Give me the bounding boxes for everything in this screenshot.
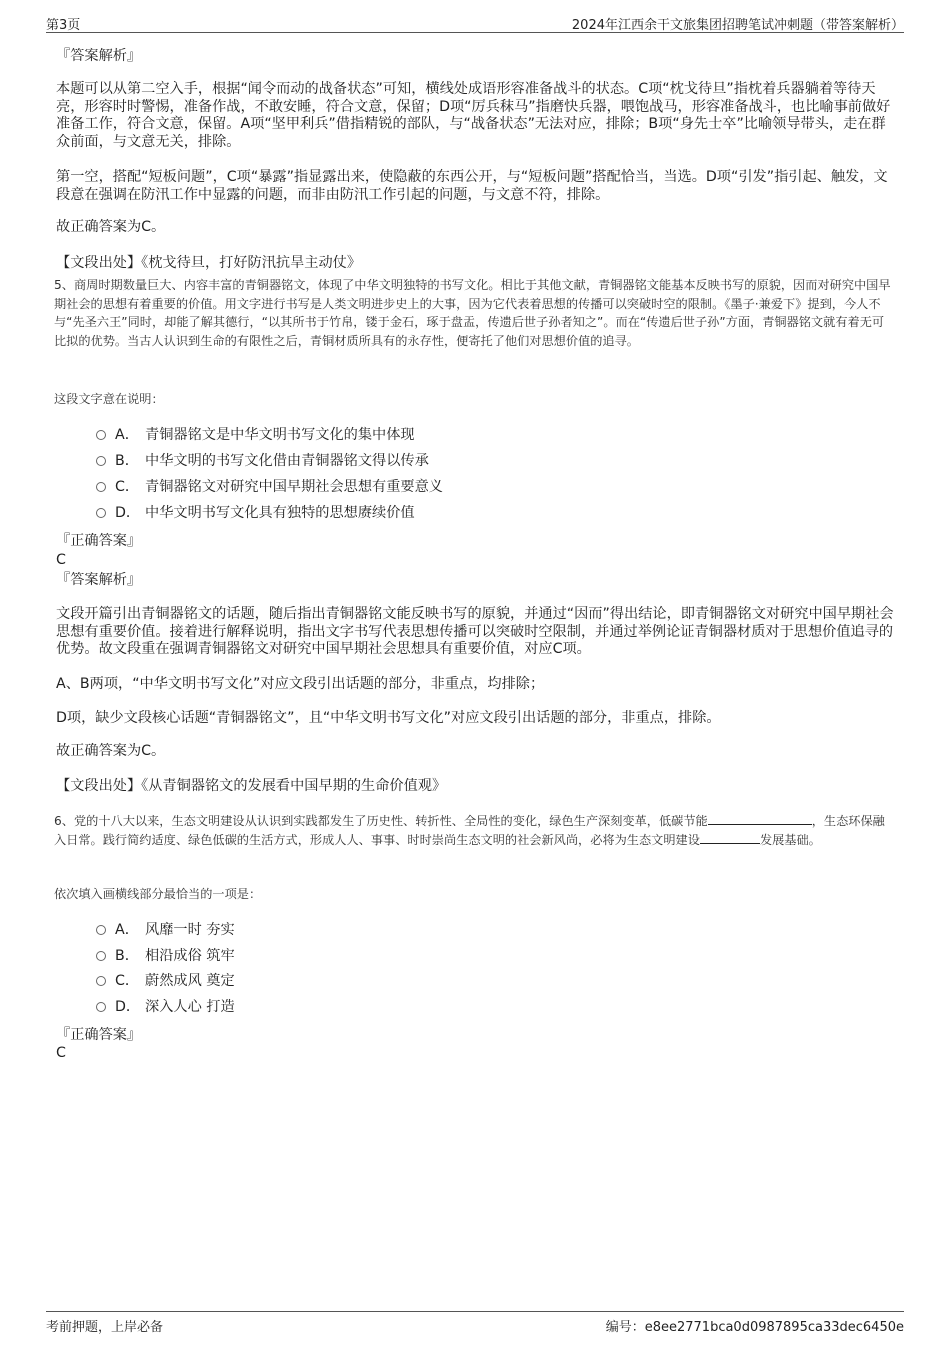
q4-analysis-paragraph-1: 本题可以从第二空入手，根据“闻令而动的战备状态”可知，横线处成语形容准备战斗的状态。C项“枕戈待旦”指枕着兵器躺着等待天亮，形容时时警惕，准备作战，不敢安睡，符合文意，保留；D项“厉兵秣马”指磨快兵器，喂饱战马，形容准备战斗，也比喻事前做好准备工作，符合文意，保留。A项“坚甲利兵”借指精锐的部队，与“战备状态”无法对应，排除；B项“身先士卒”比喻领导带头，走在群众前面，与文意无关，排除。 (56, 81, 891, 150)
q5-option-b[interactable] (96, 452, 429, 470)
q6-stem-part-2: ，生态环保融入日常。践行简约适度、绿色低碳的生活方式，形成人人、事事、时时崇尚生态文明的社会新风尚，必将为生态文明建设 (54, 814, 885, 847)
option-letter: B． (115, 948, 139, 964)
q6-option-d[interactable] (96, 998, 235, 1016)
q4-source: 【文段出处】《枕戈待旦，打好防汛抗旱主动仗》 (56, 255, 362, 271)
page-footer (46, 1311, 904, 1334)
q4-analysis-paragraph-2: 第一空，搭配“短板问题”，C项“暴露”指显露出来，使隐蔽的东西公开，与“短板问题”搭配恰当，当选。D项“引发”指引起、触发，文段意在强调在防汛工作中显露的问题，而非由防汛工作引起的问题，与文意不符，排除。 (56, 169, 888, 203)
footer-slogan: 考前押题，上岸必备 (46, 1320, 164, 1335)
blank-2 (700, 831, 760, 844)
q6-question: 依次填入画横线部分最恰当的一项是： (54, 887, 262, 901)
radio-icon[interactable] (96, 508, 106, 518)
radio-icon[interactable] (96, 951, 106, 961)
option-letter: B． (115, 453, 139, 469)
option-text: 深入人心 打造 (145, 999, 235, 1015)
q5-option-a[interactable] (96, 426, 415, 444)
option-text: 风靡一时 夯实 (145, 922, 235, 938)
q5-stem: 5、商周时期数量巨大、内容丰富的青铜器铭文，体现了中华文明独特的书写文化。相比于其他文献，青铜器铭文能基本反映书写的原貌，因而对研究中国早期社会的思想有着重要的价值。用文字进行书写是人类文明进步史上的大事，因为它代表着思想的传播可以突破时空的限制。《墨子·兼爱下》提到，今人不与“先圣六王”同时，却能了解其德行，“以其所书于竹帛，镂于金石，琢于盘盂，传遗后世子孙者知之”。而在“传遗后世子孙”方面，青铜器铭文就有着无可比拟的优势。当古人认识到生命的有限性之后，青铜材质所具有的永存性，便寄托了他们对思想价值的追寻。 (54, 278, 891, 348)
q6-option-a[interactable] (96, 921, 235, 939)
q6-option-b[interactable] (96, 947, 235, 965)
option-letter: C． (115, 479, 140, 495)
option-text: 中华文明书写文化具有独特的思想赓续价值 (145, 505, 415, 521)
q5-analysis-label: 『答案解析』 (56, 572, 142, 588)
radio-icon[interactable] (96, 430, 106, 440)
q5-question: 这段文字意在说明： (54, 392, 164, 406)
option-text: 中华文明的书写文化借由青铜器铭文得以传承 (145, 453, 429, 469)
q5-option-c[interactable] (96, 478, 443, 496)
radio-icon[interactable] (96, 1002, 106, 1012)
option-text: 蔚然成风 奠定 (145, 973, 235, 989)
q6-stem-part-1: 6、党的十八大以来，生态文明建设从认识到实践都发生了历史性、转折性、全局性的变化，绿色生产深刻变革，低碳节能 (54, 814, 708, 828)
q5-source: 【文段出处】《从青铜器铭文的发展看中国早期的生命价值观》 (56, 778, 447, 794)
q5-answer-label: 『正确答案』 (56, 533, 142, 549)
option-letter: D． (115, 505, 141, 521)
radio-icon[interactable] (96, 925, 106, 935)
option-text: 青铜器铭文是中华文明书写文化的集中体现 (145, 427, 415, 443)
document-title: 2024年江西余干文旅集团招聘笔试冲刺题（带答案解析） (571, 18, 904, 33)
option-letter: D． (115, 999, 141, 1015)
q6-stem (54, 812, 896, 849)
q5-analysis-paragraph-2: A、B两项，“中华文明书写文化”对应文段引出话题的部分，非重点，均排除； (56, 676, 545, 692)
option-letter: C． (115, 973, 140, 989)
blank-1 (708, 812, 812, 825)
option-letter: A． (115, 922, 139, 938)
page-number: 第3页 (46, 18, 81, 33)
q5-option-d[interactable] (96, 504, 415, 522)
q5-answer: C (56, 552, 66, 568)
radio-icon[interactable] (96, 482, 106, 492)
q5-analysis-paragraph-3: D项，缺少文段核心话题“青铜器铭文”，且“中华文明书写文化”对应文段引出话题的部分，非重点，排除。 (56, 710, 721, 726)
q6-stem-part-3: 发展基础。 (759, 832, 821, 847)
radio-icon[interactable] (96, 976, 106, 986)
q6-answer: C (56, 1045, 66, 1061)
page-header (46, 12, 904, 33)
document-code: 编号：e8ee2771bca0d0987895ca33dec6450e (605, 1320, 904, 1335)
option-letter: A． (115, 427, 139, 443)
q6-option-c[interactable] (96, 972, 235, 990)
q5-conclusion: 故正确答案为C。 (56, 743, 166, 759)
option-text: 青铜器铭文对研究中国早期社会思想有重要意义 (145, 479, 443, 495)
radio-icon[interactable] (96, 456, 106, 466)
q4-analysis-label: 『答案解析』 (56, 48, 142, 64)
q5-analysis-paragraph-1: 文段开篇引出青铜器铭文的话题，随后指出青铜器铭文能反映书写的原貌，并通过“因而”得出结论，即青铜器铭文对研究中国早期社会思想有重要价值。接着进行解释说明，指出文字书写代表思想传播可以突破时空限制，并通过举例论证青铜器材质对于思想价值追寻的优势。故文段重在强调青铜器铭文对研究中国早期社会思想具有重要价值，对应C项。 (56, 606, 894, 657)
q6-answer-label: 『正确答案』 (56, 1027, 142, 1043)
option-text: 相沿成俗 筑牢 (145, 948, 235, 964)
q4-conclusion: 故正确答案为C。 (56, 219, 166, 235)
